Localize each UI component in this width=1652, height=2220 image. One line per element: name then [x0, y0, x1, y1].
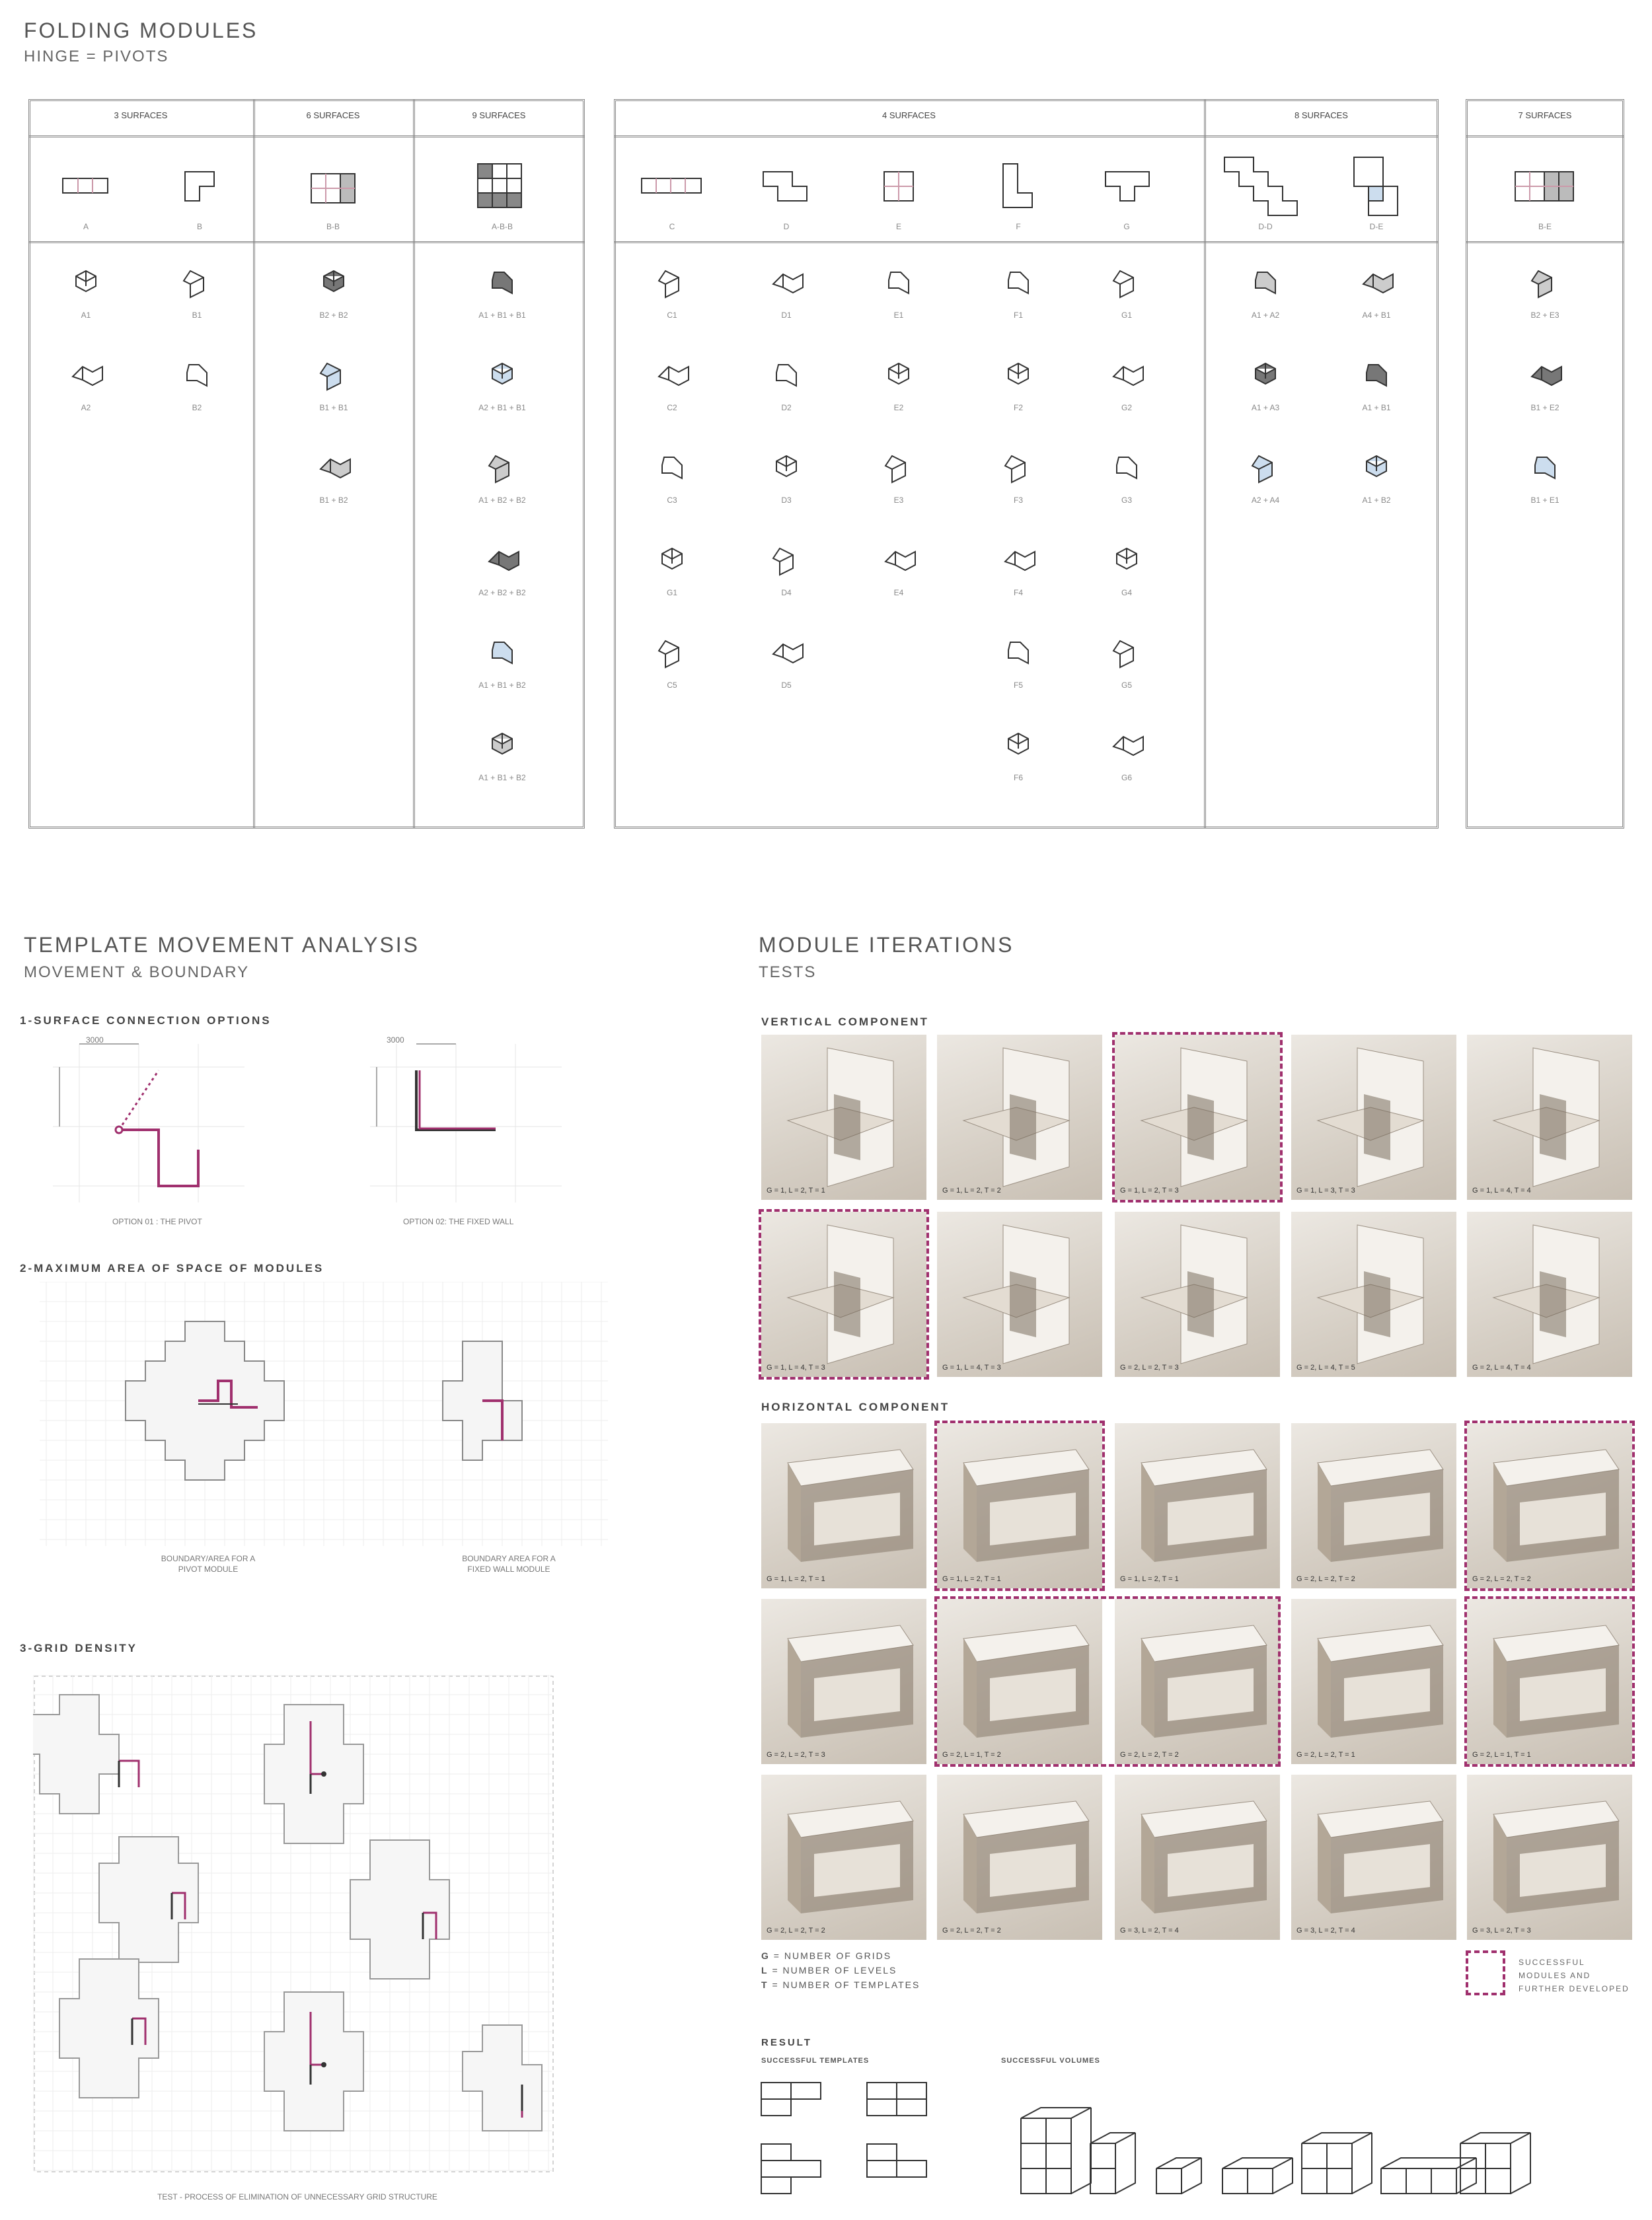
iterations-subtitle: TESTS	[759, 963, 817, 981]
folded-module-label: A1 + A3	[1251, 403, 1280, 412]
base-label-f: F	[1016, 222, 1021, 231]
model-photo	[1291, 1035, 1456, 1200]
base-label-b-b: B-B	[326, 222, 340, 231]
model-photo	[1467, 1775, 1632, 1940]
photo-caption: G = 1, L = 2, T = 1	[767, 1575, 825, 1583]
folded-module-label: B2 + E3	[1530, 311, 1559, 320]
folded-module-label: G1	[1121, 311, 1132, 320]
folded-module-icon	[1515, 353, 1575, 400]
model-photo	[1115, 1423, 1280, 1588]
folded-module-label: F2	[1013, 403, 1023, 412]
boundary-fixed-caption-1: BOUNDARY AREA FOR A	[462, 1554, 556, 1563]
template-analysis-subtitle: MOVEMENT & BOUNDARY	[24, 963, 250, 981]
photo-caption: G = 3, L = 2, T = 4	[1296, 1927, 1355, 1935]
folded-module-icon	[1515, 261, 1575, 307]
folded-module-icon	[869, 538, 928, 585]
model-photo	[1291, 1775, 1456, 1940]
folded-module-icon	[304, 353, 363, 400]
folded-module-icon	[167, 261, 227, 307]
folded-module-icon	[1347, 446, 1406, 492]
folded-module-label: A1 + B1	[1362, 403, 1391, 412]
folded-module-icon	[472, 631, 532, 677]
base-label-a-b-b: A-B-B	[491, 222, 513, 231]
success-frame	[934, 1596, 1281, 1767]
success-legend-swatch	[1466, 1950, 1505, 1995]
option-01-caption: OPTION 01 : THE PIVOT	[112, 1217, 202, 1226]
dim-label-2: 3000	[387, 1035, 404, 1045]
model-photo	[1115, 1212, 1280, 1377]
folded-module-icon	[757, 538, 816, 585]
volume-icon	[1460, 2133, 1530, 2194]
photo-caption: G = 1, L = 2, T = 2	[942, 1187, 1001, 1195]
model-photo	[1467, 1035, 1632, 1200]
folded-module-icon	[989, 261, 1048, 307]
success-legend-text: SUCCESSFUL MODULES AND FURTHER DEVELOPED	[1519, 1958, 1630, 1993]
folded-module-icon	[642, 261, 702, 307]
base-label-c: C	[669, 222, 675, 231]
folded-module-icon	[757, 631, 816, 677]
legend-text-g: = NUMBER OF GRIDS	[773, 1950, 892, 1961]
header-3-surfaces: 3 SURFACES	[114, 110, 168, 120]
photo-caption: G = 2, L = 4, T = 5	[1296, 1364, 1355, 1372]
folded-module-label: D4	[781, 588, 792, 597]
folded-module-icon	[989, 353, 1048, 400]
folded-module-icon	[472, 723, 532, 770]
model-photo	[761, 1423, 926, 1588]
section-max-area: 2-MAXIMUM AREA OF SPACE OF MODULES	[20, 1262, 324, 1275]
folded-module-icon	[642, 353, 702, 400]
folded-module-icon	[869, 353, 928, 400]
photo-caption: G = 3, L = 2, T = 4	[1120, 1927, 1179, 1935]
iterations-title: MODULE ITERATIONS	[759, 933, 1014, 957]
photo-caption: G = 1, L = 2, T = 1	[1120, 1575, 1179, 1583]
page-subtitle: HINGE = PIVOTS	[24, 48, 169, 65]
boundary-diagram	[40, 1282, 608, 1559]
folded-module-label: G3	[1121, 496, 1132, 505]
folded-module-icon	[1097, 538, 1156, 585]
folded-module-icon	[869, 446, 928, 492]
folded-module-label: C3	[667, 496, 677, 505]
folded-module-icon	[757, 261, 816, 307]
legend-text-t: = NUMBER OF TEMPLATES	[772, 1980, 920, 1990]
photo-caption: G = 2, L = 1, T = 2	[942, 1751, 1001, 1759]
header-7-surfaces: 7 SURFACES	[1518, 110, 1572, 120]
section-surface-connection: 1-SURFACE CONNECTION OPTIONS	[20, 1014, 272, 1027]
grid-density-diagram	[33, 1675, 562, 2184]
connection-options-diagram	[40, 1031, 568, 1229]
volume-icon	[1156, 2158, 1201, 2194]
volume-icon	[1222, 2158, 1293, 2194]
photo-caption: G = 1, L = 4, T = 3	[942, 1364, 1001, 1372]
volume-icon	[1090, 2133, 1135, 2194]
model-photo	[937, 1035, 1102, 1200]
base-label-a: A	[83, 222, 89, 231]
legend-text-l: = NUMBER OF LEVELS	[772, 1965, 897, 1976]
folded-module-icon	[869, 261, 928, 307]
base-label-d-d: D-D	[1258, 222, 1273, 231]
folded-module-icon	[757, 353, 816, 400]
folded-module-label: F6	[1013, 773, 1023, 782]
model-photo	[937, 1212, 1102, 1377]
photo-caption: G = 3, L = 2, T = 3	[1472, 1927, 1531, 1935]
success-frame	[1464, 1596, 1635, 1767]
horizontal-component-title: HORIZONTAL COMPONENT	[761, 1401, 950, 1413]
folded-module-icon	[1236, 261, 1295, 307]
folded-module-label: A4 + B1	[1362, 311, 1391, 320]
folded-module-icon	[642, 631, 702, 677]
folded-module-label: E1	[893, 311, 904, 320]
model-photo	[1291, 1212, 1456, 1377]
photo-caption: G = 2, L = 2, T = 2	[1296, 1575, 1355, 1583]
folded-module-icon	[989, 446, 1048, 492]
folded-module-label: G5	[1121, 681, 1132, 690]
photo-caption: G = 2, L = 2, T = 3	[1120, 1364, 1179, 1372]
base-label-d-e: D-E	[1369, 222, 1384, 231]
page-title: FOLDING MODULES	[24, 18, 258, 42]
folded-module-label: D1	[781, 311, 792, 320]
folded-module-label: G6	[1121, 773, 1132, 782]
folded-module-icon	[1515, 446, 1575, 492]
volume-icon	[1381, 2158, 1476, 2194]
photo-caption: G = 1, L = 4, T = 4	[1472, 1187, 1531, 1195]
folded-module-icon	[1347, 353, 1406, 400]
photo-caption: G = 1, L = 2, T = 1	[767, 1187, 825, 1195]
success-frame	[1464, 1421, 1635, 1591]
photo-caption: G = 2, L = 2, T = 1	[1296, 1751, 1355, 1759]
base-label-g: G	[1123, 222, 1130, 231]
model-photo	[1467, 1212, 1632, 1377]
folded-module-label: B2	[192, 403, 202, 412]
folded-module-label: D3	[781, 496, 792, 505]
boundary-pivot-caption-1: BOUNDARY/AREA FOR A	[161, 1554, 256, 1563]
folded-module-label: B1 + B1	[319, 403, 348, 412]
folded-module-icon	[642, 446, 702, 492]
folded-module-label: C5	[667, 681, 677, 690]
folded-module-icon	[989, 723, 1048, 770]
base-label-b-e: B-E	[1538, 222, 1552, 231]
folded-module-label: A1 + A2	[1251, 311, 1280, 320]
success-frame	[934, 1421, 1105, 1591]
volume-icon	[1302, 2133, 1372, 2194]
folded-module-label: C1	[667, 311, 677, 320]
folded-module-label: B1 + E1	[1530, 496, 1559, 505]
model-photo	[761, 1599, 926, 1764]
legend-key-t: T	[761, 1980, 769, 1990]
folded-module-label: A1 + B2 + B2	[478, 496, 526, 505]
folded-module-label: A1 + B1 + B1	[478, 311, 526, 320]
grid-density-caption: TEST - PROCESS OF ELIMINATION OF UNNECESSARY GRID STRUCTURE	[157, 2192, 437, 2202]
folded-module-label: D5	[781, 681, 792, 690]
folded-module-icon	[1097, 353, 1156, 400]
option-02-caption: OPTION 02: THE FIXED WALL	[403, 1217, 514, 1226]
folded-module-icon	[1097, 446, 1156, 492]
photo-caption: G = 1, L = 3, T = 3	[1296, 1187, 1355, 1195]
folded-module-label: F3	[1013, 496, 1023, 505]
photo-caption: G = 2, L = 2, T = 3	[767, 1751, 825, 1759]
photo-caption: G = 1, L = 2, T = 1	[942, 1575, 1001, 1583]
header-8-surfaces: 8 SURFACES	[1295, 110, 1348, 120]
folded-module-label: F5	[1013, 681, 1023, 690]
successful-templates-label: SUCCESSFUL TEMPLATES	[761, 2057, 870, 2065]
folded-module-label: A2 + A4	[1251, 496, 1280, 505]
result-diagram	[760, 2075, 1632, 2207]
model-photo	[1291, 1423, 1456, 1588]
folded-module-label: B1	[192, 311, 202, 320]
folded-module-icon	[989, 631, 1048, 677]
folded-module-icon	[1347, 261, 1406, 307]
folded-module-icon	[472, 353, 532, 400]
folded-module-label: A2 + B2 + B2	[478, 588, 526, 597]
photo-caption: G = 1, L = 2, T = 3	[1120, 1187, 1179, 1195]
model-photo	[761, 1775, 926, 1940]
folded-module-label: G2	[1121, 403, 1132, 412]
folded-module-icon	[1097, 261, 1156, 307]
folded-module-label: A1 + B1 + B2	[478, 681, 526, 690]
vertical-component-title: VERTICAL COMPONENT	[761, 1016, 929, 1028]
folded-module-icon	[472, 446, 532, 492]
folded-module-label: A2	[81, 403, 91, 412]
header-9-surfaces: 9 SURFACES	[472, 110, 526, 120]
folded-module-label: A1	[81, 311, 91, 320]
legend-key-l: L	[761, 1965, 769, 1976]
folded-module-label: C2	[667, 403, 677, 412]
section-grid-density: 3-GRID DENSITY	[20, 1642, 138, 1654]
base-label-d: D	[783, 222, 790, 231]
folded-module-icon	[56, 353, 116, 400]
folded-module-icon	[989, 538, 1048, 585]
folded-module-icon	[1097, 631, 1156, 677]
photo-caption: G = 2, L = 2, T = 2	[1120, 1751, 1179, 1759]
folded-module-icon	[1236, 353, 1295, 400]
base-label-e: E	[895, 222, 901, 231]
folded-module-icon	[757, 446, 816, 492]
folded-module-icon	[472, 261, 532, 307]
folded-module-icon	[472, 538, 532, 585]
model-photo	[761, 1035, 926, 1200]
folded-module-icon	[167, 353, 227, 400]
legend-key-g: G	[761, 1950, 770, 1961]
header-4-surfaces: 4 SURFACES	[882, 110, 936, 120]
folded-module-label: B2 + B2	[319, 311, 348, 320]
folded-module-icon	[642, 538, 702, 585]
folded-module-icon	[304, 446, 363, 492]
folded-module-icon	[1236, 446, 1295, 492]
folded-module-label: F4	[1013, 588, 1023, 597]
model-photo	[937, 1775, 1102, 1940]
successful-volumes-label: SUCCESSFUL VOLUMES	[1001, 2057, 1100, 2065]
folded-module-label: B1 + E2	[1530, 403, 1559, 412]
template-analysis-title: TEMPLATE MOVEMENT ANALYSIS	[24, 933, 420, 957]
model-photo	[1115, 1775, 1280, 1940]
folded-module-label: A1 + B1 + B2	[478, 773, 526, 782]
photo-caption: G = 2, L = 2, T = 2	[1472, 1575, 1531, 1583]
folded-module-label: D2	[781, 403, 792, 412]
model-photo	[1291, 1599, 1456, 1764]
success-frame	[1112, 1032, 1283, 1202]
folded-module-label: A2 + B1 + B1	[478, 403, 526, 412]
folded-module-label: A1 + B2	[1362, 496, 1391, 505]
boundary-pivot-caption-2: PIVOT MODULE	[178, 1565, 239, 1574]
boundary-fixed-caption-2: FIXED WALL MODULE	[467, 1565, 550, 1574]
folded-module-label: G4	[1121, 588, 1132, 597]
folded-module-icon	[56, 261, 116, 307]
result-title: RESULT	[761, 2037, 812, 2048]
dim-label-1: 3000	[86, 1035, 104, 1045]
photo-caption: G = 2, L = 2, T = 2	[942, 1927, 1001, 1935]
folded-module-label: F1	[1013, 311, 1023, 320]
folded-module-icon	[304, 261, 363, 307]
folded-module-label: G1	[666, 588, 677, 597]
photo-caption: G = 2, L = 2, T = 2	[767, 1927, 825, 1935]
folded-module-label: E3	[893, 496, 904, 505]
photo-caption: G = 1, L = 4, T = 3	[767, 1364, 825, 1372]
legend	[761, 1950, 920, 1990]
folded-module-label: B1 + B2	[319, 496, 348, 505]
folded-module-icon	[1097, 723, 1156, 770]
photo-caption: G = 2, L = 4, T = 4	[1472, 1364, 1531, 1372]
folded-module-label: E4	[893, 588, 904, 597]
success-frame	[759, 1209, 929, 1380]
photo-caption: G = 2, L = 1, T = 1	[1472, 1751, 1531, 1759]
volume-icon	[1021, 2108, 1091, 2194]
base-label-b: B	[196, 222, 202, 231]
header-6-surfaces: 6 SURFACES	[306, 110, 360, 120]
folded-module-label: E2	[893, 403, 904, 412]
